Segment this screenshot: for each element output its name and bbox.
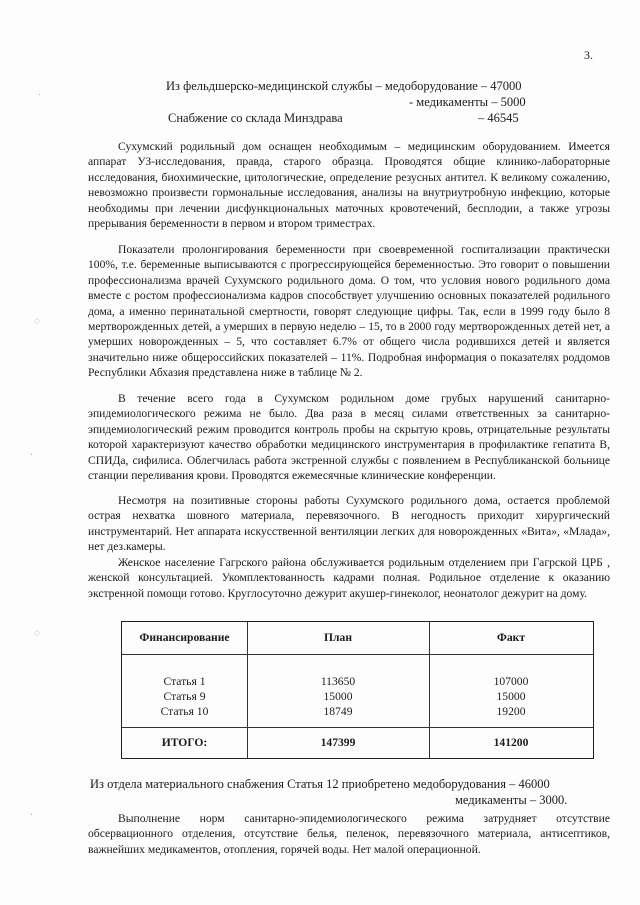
paragraph-gagra: Женское население Гагрского района обслуживается родильным отделением при Гагрской ЦРБ , женской консультацией. Укомплектованность кадрами полная. Родильное отделение к оказанию экстренной помощи готово. Круглосуточно дежурит акушер-гинеколог, неонатолог дежурит на дому. <box>88 556 610 600</box>
table-row-label: Статья 10 <box>160 705 209 718</box>
table-header-fact: Факт <box>496 631 526 644</box>
supply-line-article-12-medications: медикаменты – 3000. <box>455 793 568 807</box>
scan-mark: ◌ <box>34 316 40 327</box>
table-plan-values <box>247 674 429 719</box>
table-header-plan: План <box>324 631 352 644</box>
table-row-label: Статья 9 <box>163 690 206 703</box>
table-cell-fact: 19200 <box>496 705 526 718</box>
table-cell-plan: 15000 <box>323 690 353 703</box>
table-row-label: Статья 1 <box>163 675 206 688</box>
table-total-label: ИТОГО: <box>161 736 208 749</box>
scan-mark: · <box>30 450 34 461</box>
table-total-fact: 141200 <box>493 736 529 749</box>
table-fact-values <box>429 674 593 719</box>
scan-mark: ◌ <box>34 628 40 639</box>
table-cell-fact: 107000 <box>493 675 529 688</box>
table-cell-plan: 18749 <box>323 705 353 718</box>
table-cell-fact: 15000 <box>496 690 526 703</box>
table-row-labels <box>122 674 247 719</box>
page-number: 3. <box>584 48 593 62</box>
supply-line-article-12: Из отдела материального снабжения Статья 12 приобретено медоборудования – 46000 <box>90 777 550 791</box>
paragraph-equipment: Сухумский родильный дом оснащен необходимым – медицинским оборудованием. Имеется аппарат УЗ-исследования, правда, старого образца. Проводятся общие клинико-лабораторные исследования, биохимические, цитологические, определение резусных антител. К великому сожалению, невозможно произвести гормональные исследования, анализы на внутриутробную инфекцию, которые необходимы при лечении дисфункциональных маточных кровотечений, бесплодии, а также угрозы прерывания беременности в первом и втором триместрах. <box>88 140 610 231</box>
scan-mark: · <box>30 810 34 821</box>
paragraph-sanitary-difficulties: Выполнение норм санитарно-эпидемиологического режима затрудняет отсутствие обсервационного отделения, отсутствие белья, пеленок, перевязочного материала, антисептиков, важнейших медикаментов, отопления, горячей воды. Нет малой операционной. <box>88 812 610 856</box>
table-cell-plan: 113650 <box>320 675 356 688</box>
table-header-financing: Финансирование <box>139 631 230 644</box>
paragraph-indicators: Показатели пролонгирования беременности при своевременной госпитализации практически 100%, т.е. беременные выписываются с прогрессирующейся беременностью. Это говорит о повышении профессионализма врачей Сухумского родильного дома. О том, что условия нового родильного дома вместе с ростом профессионализма кадров способствует улучшению основных показателей родильного дома, а именно перинатальной смертности, говорят следующие цифры. Так, если в 1999 году было 8 мертворожденных детей, а умерших в первую неделю – 15, то в 2000 году мертворожденных детей нет, а умерших новорожденных – 5, что составляет 6.7% от общего числа родившихся детей и является значительно ниже общероссийских показателей – 11%. Подробная информация о показателях роддомов Республики Абхазия представлена ниже в таблице № 2. <box>88 243 610 380</box>
scan-mark: ˙ <box>38 93 42 104</box>
paragraph-sanitary: В течение всего года в Сухумском родильном доме грубых нарушений санитарно-эпидемиологического режима не было. Два раза в месяц силами ответственных за санитарно-эпидемиологический режим проводится контроль пробы на скрытую кровь, отрицательные результаты которой характеризуют качество обработки медицинского инструментария в профилактике гепатита В, СПИДа, сифилиса. Облегчилась работа экстренной службы с появлением в Республиканской больнице станции переливания крови. Проводятся ежемесячные клинические конференции. <box>88 392 610 483</box>
supply-line-medications: - медикаменты – 5000 <box>409 95 526 109</box>
financing-table <box>121 621 594 759</box>
supply-line-ministry-value: – 46545 <box>478 111 519 125</box>
paragraph-shortages: Несмотря на позитивные стороны работы Сухумского родильного дома, остается проблемой острая нехватка шовного материала, перевязочного. В негодность приходит хирургический инструментарий. Нет аппарата искусственной вентиляции легких для новорожденных «Вита», «Млада», нет дез.камеры. <box>88 494 610 554</box>
supply-line-medical-service: Из фельдшерско-медицинской службы – медоборудование – 47000 <box>166 79 522 93</box>
table-total-plan: 147399 <box>320 736 356 749</box>
supply-line-ministry-label: Снабжение со склада Минздрава <box>168 111 343 125</box>
